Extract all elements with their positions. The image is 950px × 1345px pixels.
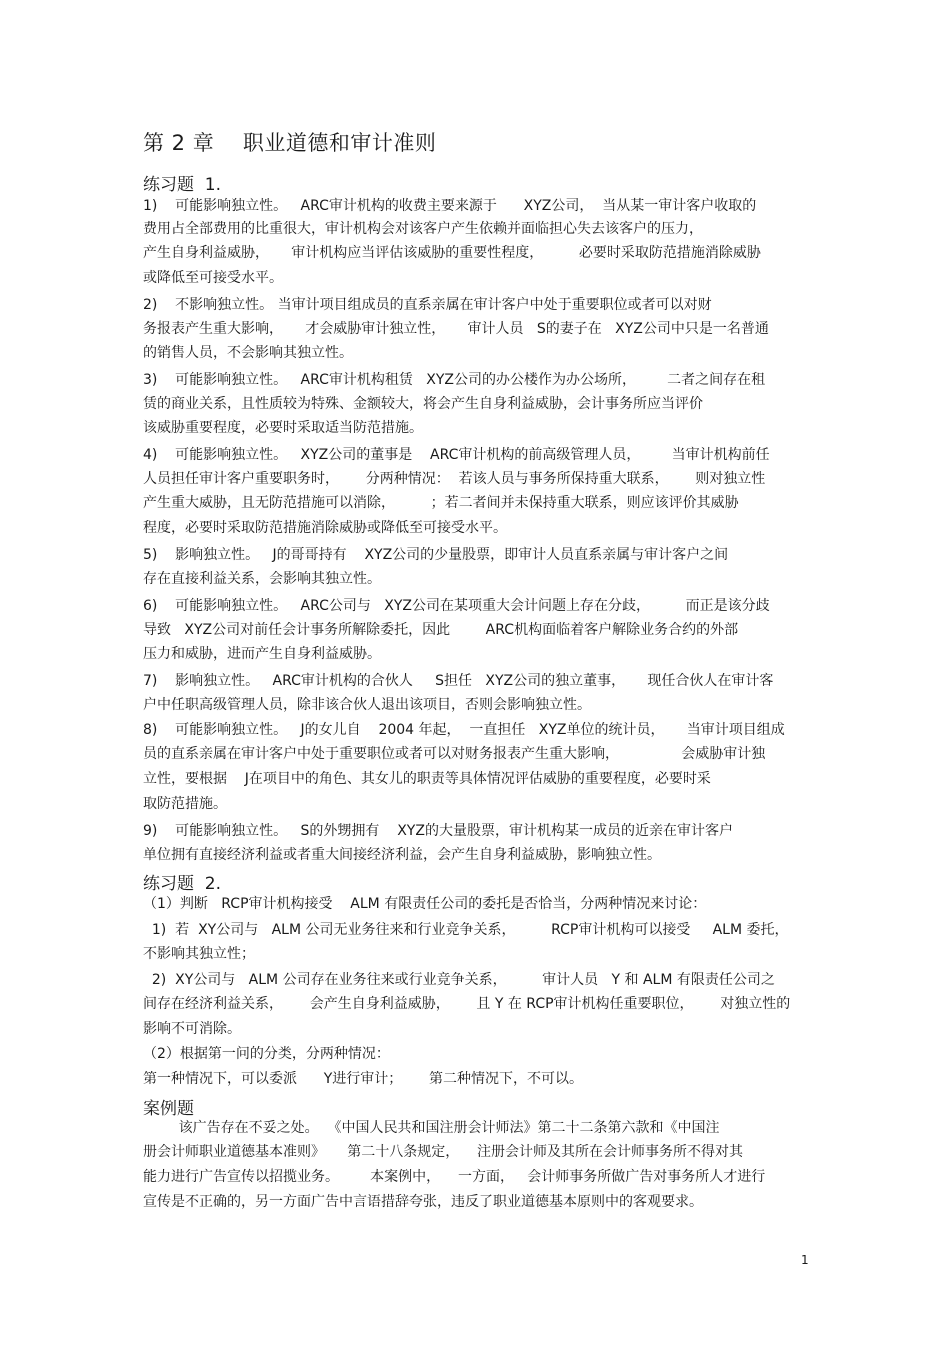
section-heading-exercise-1: 练习题 1. bbox=[143, 175, 222, 195]
text-line: 导致 XYZ公司对前任会计事务所解除委托，因此 ARC机构面临着客户解除业务合约的外部 bbox=[143, 622, 739, 638]
text-line: 4) 可能影响独立性。 XYZ公司的董事是 ARC审计机构的前高级管理人员， 当审计机构前任 bbox=[143, 447, 770, 463]
text-line: 压力和威胁，进而产生自身利益威胁。 bbox=[143, 646, 381, 662]
text-line: 第一种情况下，可以委派 Y进行审计； 第二种情况下，不可以。 bbox=[143, 1071, 583, 1087]
text-line: 取防范措施。 bbox=[143, 796, 227, 812]
text-line: 户中任职高级管理人员，除非该合伙人退出该项目，否则会影响独立性。 bbox=[143, 697, 591, 713]
text-line: 能力进行广告宣传以招揽业务。 本案例中， 一方面， 会计师事务所做广告对事务所人才进行 bbox=[143, 1169, 766, 1185]
text-line: 或降低至可接受水平。 bbox=[143, 270, 283, 286]
section-heading-case-study: 案例题 bbox=[143, 1099, 194, 1119]
text-line: 宣传是不正确的，另一方面广告中言语措辞夸张，违反了职业道德基本原则中的客观要求。 bbox=[143, 1194, 703, 1210]
text-line: 该广告存在不妥之处。 《中国人民共和国注册会计师法》第二十二条第六款和《中国注 bbox=[143, 1120, 720, 1136]
text-line: 8) 可能影响独立性。 J的女儿自 2004 年起， 一直担任 XYZ单位的统计员， 当审计项目组成 bbox=[143, 722, 785, 738]
text-line: 赁的商业关系，且性质较为特殊、金额较大，将会产生自身利益威胁，会计事务所应当评价 bbox=[143, 396, 703, 412]
text-line: 2) 不影响独立性。 当审计项目组成员的直系亲属在审计客户中处于重要职位或者可以对财 bbox=[143, 297, 712, 313]
section-heading-exercise-2: 练习题 2. bbox=[143, 874, 222, 894]
text-line: （2）根据第一问的分类，分两种情况： bbox=[143, 1046, 390, 1062]
text-line: 员的直系亲属在审计客户中处于重要职位或者可以对财务报表产生重大影响， 会威胁审计独 bbox=[143, 746, 766, 762]
text-line: 产生自身利益威胁， 审计机构应当评估该威胁的重要性程度， 必要时采取防范措施消除威胁 bbox=[143, 245, 761, 261]
text-line: 产生重大威胁，且无防范措施可以消除， ；若二者间并未保持重大联系，则应该评价其威胁 bbox=[143, 495, 739, 511]
text-line: 人员担任审计客户重要职务时， 分两种情况： 若该人员与事务所保持重大联系， 则对独立性 bbox=[143, 471, 766, 487]
text-line: 程度，必要时采取防范措施消除威胁或降低至可接受水平。 bbox=[143, 520, 507, 536]
text-line: 7) 影响独立性。 ARC审计机构的合伙人 S担任 XYZ公司的独立董事， 现任合伙人在审计客 bbox=[143, 673, 774, 689]
text-line: 存在直接利益关系，会影响其独立性。 bbox=[143, 571, 381, 587]
text-line: 5) 影响独立性。 J的哥哥持有 XYZ公司的少量股票，即审计人员直系亲属与审计客户之间 bbox=[143, 547, 729, 563]
text-line: 立性，要根据 J在项目中的角色、其女儿的职责等具体情况评估威胁的重要程度，必要时采 bbox=[143, 771, 711, 787]
text-line: 务报表产生重大影响， 才会威胁审计独立性， 审计人员 S的妻子在 XYZ公司中只是一名普通 bbox=[143, 321, 769, 337]
text-line: 1) 若 XY公司与 ALM 公司无业务往来和行业竞争关系， RCP审计机构可以接受 ALM 委托， bbox=[143, 922, 789, 938]
text-line: 不影响其独立性； bbox=[143, 946, 255, 962]
text-line: 的销售人员，不会影响其独立性。 bbox=[143, 345, 353, 361]
text-line: 1) 可能影响独立性。 ARC审计机构的收费主要来源于 XYZ公司， 当从某一审计客户收取的 bbox=[143, 198, 757, 214]
text-line: 间存在经济利益关系， 会产生自身利益威胁， 且 Y 在 RCP审计机构任重要职位， 对独立性的 bbox=[143, 996, 791, 1012]
text-line: 该威胁重要程度，必要时采取适当防范措施。 bbox=[143, 420, 423, 436]
text-line: 影响不可消除。 bbox=[143, 1021, 241, 1037]
text-line: 6) 可能影响独立性。 ARC公司与 XYZ公司在某项重大会计问题上存在分歧， 而正是该分歧 bbox=[143, 598, 770, 614]
text-line: （1）判断 RCP审计机构接受 ALM 有限责任公司的委托是否恰当，分两种情况来讨论： bbox=[143, 896, 707, 912]
chapter-title: 第 2 章 职业道德和审计准则 bbox=[143, 131, 437, 155]
text-line: 费用占全部费用的比重很大，审计机构会对该客户产生依赖并面临担心失去该客户的压力， bbox=[143, 221, 703, 237]
text-line: 3) 可能影响独立性。 ARC审计机构租赁 XYZ公司的办公楼作为办公场所， 二者之间存在租 bbox=[143, 372, 766, 388]
text-line: 册会计师职业道德基本准则》 第二十八条规定， 注册会计师及其所在会计师事务所不得对其 bbox=[143, 1144, 744, 1160]
page-number: 1 bbox=[801, 1253, 809, 1267]
text-line: 9) 可能影响独立性。 S的外甥拥有 XYZ的大量股票，审计机构某一成员的近亲在审计客户 bbox=[143, 823, 733, 839]
text-line: 单位拥有直接经济利益或者重大间接经济利益，会产生自身利益威胁，影响独立性。 bbox=[143, 847, 661, 863]
text-line: 2) XY公司与 ALM 公司存在业务往来或行业竞争关系， 审计人员 Y 和 ALM 有限责任公司之 bbox=[143, 972, 775, 988]
